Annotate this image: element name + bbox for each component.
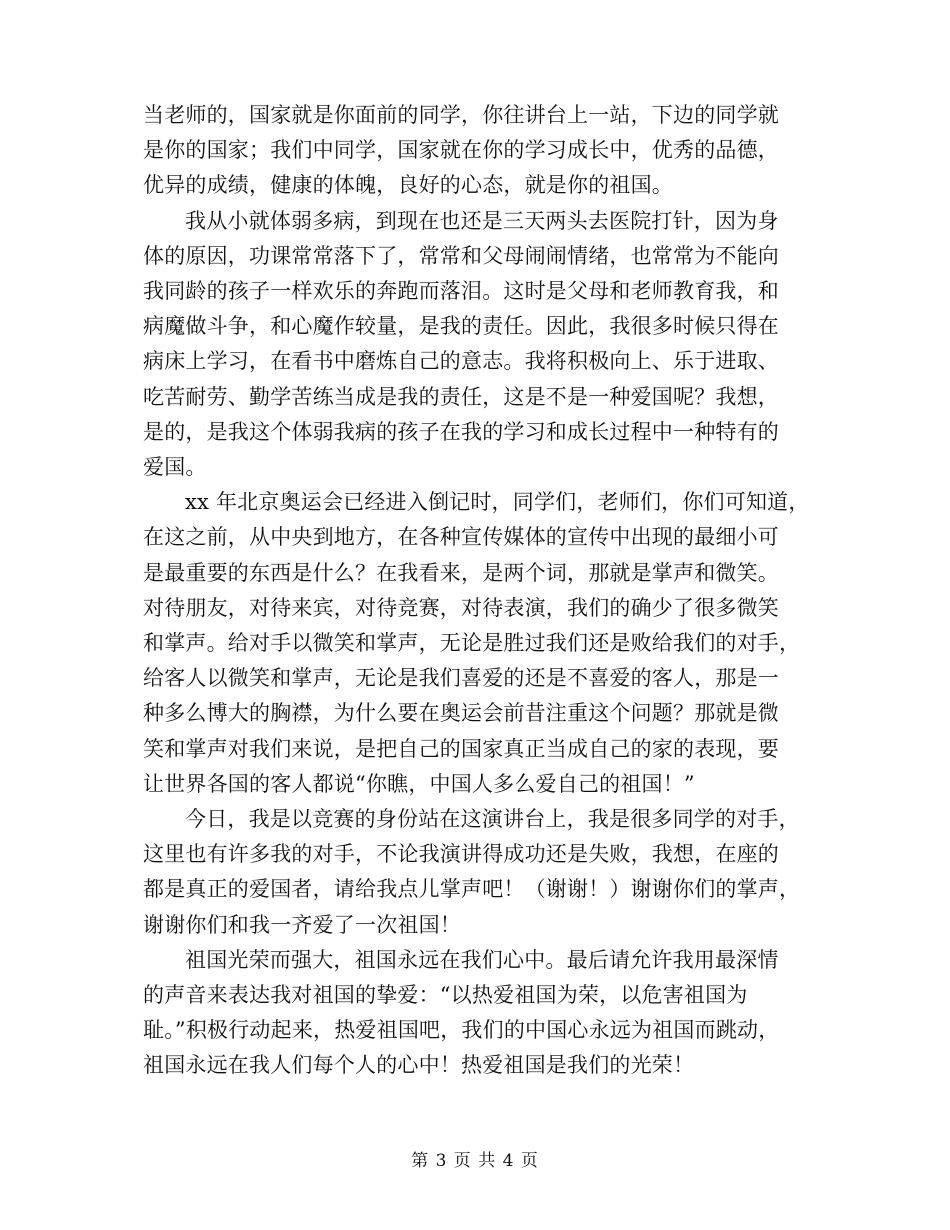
text-line: 对待朋友，对待来宾，对待竞赛，对待表演，我们的确少了很多微笑 bbox=[143, 595, 779, 620]
text-line: 今日，我是以竞赛的身份站在这演讲台上，我是很多同学的对手， bbox=[185, 807, 800, 832]
text-line: 给客人以微笑和掌声，无论是我们喜爱的还是不喜爱的客人，那是一 bbox=[143, 666, 779, 691]
body-text bbox=[143, 98, 811, 1084]
text-line: 耻。”积极行动起来，热爱祖国吧，我们的中国心永远为祖国而跳动， bbox=[143, 1018, 780, 1043]
text-line: 笑和掌声对我们来说，是把自己的国家真正当成自己的家的表现，要 bbox=[143, 736, 779, 761]
text-line: 的声音来表达我对祖国的挚爱：“以热爱祖国为荣，以危害祖国为 bbox=[143, 983, 748, 1008]
text-line: 在这之前，从中央到地方，在各种宣传媒体的宣传中出现的最细小可 bbox=[143, 525, 779, 550]
paragraph-1 bbox=[143, 98, 811, 204]
paragraph-4 bbox=[143, 802, 811, 943]
text-line: 是最重要的东西是什么？在我看来，是两个词，那就是掌声和微笑。 bbox=[143, 560, 779, 585]
paragraph-2 bbox=[143, 204, 811, 486]
text-line: 优异的成绩，健康的体魄，良好的心态，就是你的祖国。 bbox=[143, 173, 673, 198]
text-line: 和掌声。给对手以微笑和掌声，无论是胜过我们还是败给我们的对手， bbox=[143, 631, 801, 656]
text-line: 爱国。 bbox=[143, 455, 207, 480]
text-line: 祖国光荣而强大，祖国永远在我们心中。最后请允许我用最深情 bbox=[185, 947, 779, 972]
text-line: xx 年北京奥运会已经进入倒记时，同学们，老师们，你们可知道， bbox=[185, 490, 810, 515]
text-line: 这里也有许多我的对手，不论我演讲得成功还是失败，我想，在座的 bbox=[143, 842, 779, 867]
text-line: 是的，是我这个体弱我病的孩子在我的学习和成长过程中一种特有的 bbox=[143, 419, 779, 444]
text-line: 吃苦耐劳、勤学苦练当成是我的责任，这是不是一种爱国呢？我想， bbox=[143, 384, 779, 409]
page-number-footer: 第 3 页 共 4 页 bbox=[411, 1151, 539, 1171]
text-line: 种多么博大的胸襟，为什么要在奥运会前昔注重这个问题？那就是微 bbox=[143, 701, 779, 726]
text-line: 祖国永远在我人们每个人的心中！热爱祖国是我们的光荣！ bbox=[143, 1053, 695, 1078]
text-line: 是你的国家；我们中同学，国家就在你的学习成长中，优秀的品德， bbox=[143, 138, 779, 163]
paragraph-3 bbox=[143, 485, 811, 802]
text-line: 让世界各国的客人都说“你瞧，中国人多么爱自己的祖国！” bbox=[143, 771, 695, 796]
text-line: 当老师的，国家就是你面前的同学，你往讲台上一站，下边的同学就 bbox=[143, 103, 779, 127]
paragraph-5 bbox=[143, 943, 811, 1084]
text-line: 我从小就体弱多病，到现在也还是三天两头去医院打针，因为身 bbox=[185, 208, 779, 233]
text-line: 病床上学习，在看书中磨炼自己的意志。我将积极向上、乐于进取、 bbox=[143, 349, 779, 374]
text-line: 都是真正的爱国者，请给我点儿掌声吧！（谢谢！）谢谢你们的掌声， bbox=[143, 877, 801, 902]
text-line: 体的原因，功课常常落下了，常常和父母闹闹情绪，也常常为不能向 bbox=[143, 243, 779, 268]
text-line: 我同龄的孩子一样欢乐的奔跑而落泪。这时是父母和老师教育我，和 bbox=[143, 279, 779, 304]
text-line: 谢谢你们和我一齐爱了一次祖国！ bbox=[143, 912, 461, 937]
text-line: 病魔做斗争，和心魔作较量，是我的责任。因此，我很多时候只得在 bbox=[143, 314, 779, 339]
